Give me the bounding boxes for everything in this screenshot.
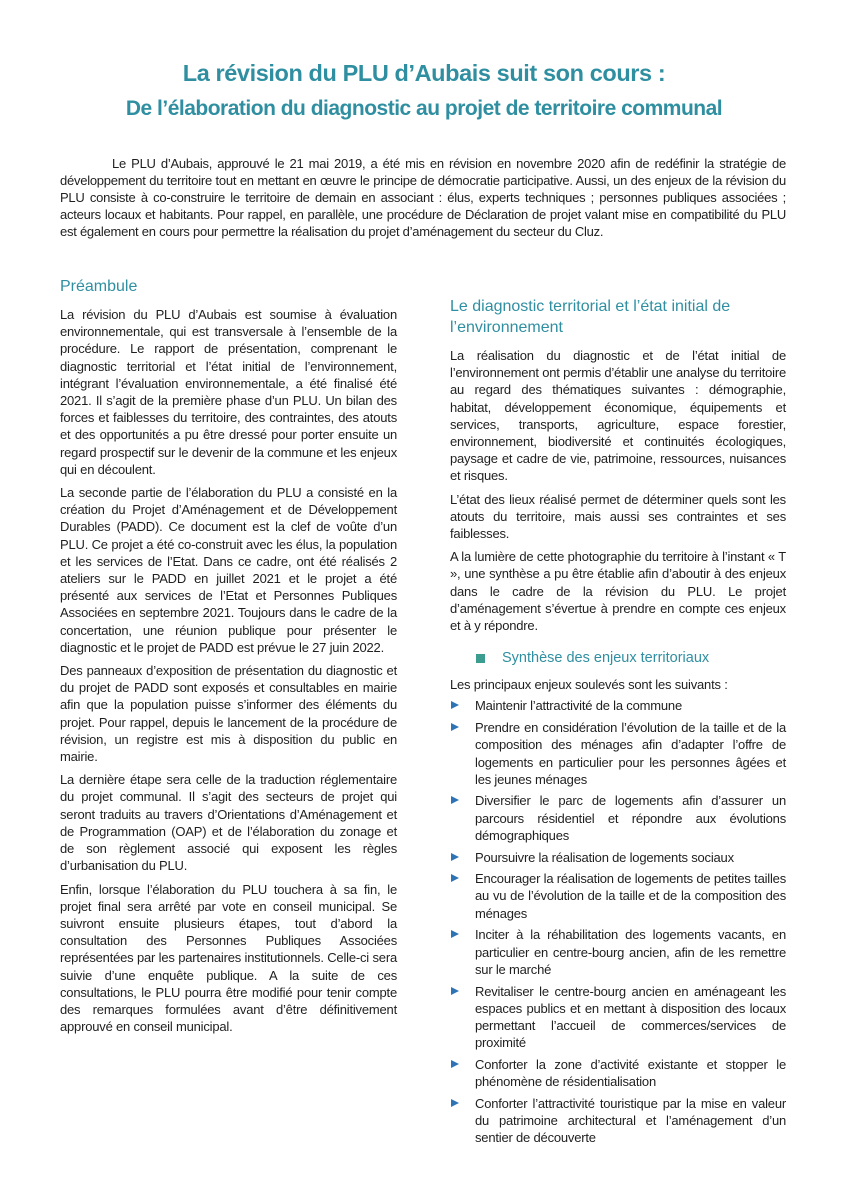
left-column <box>60 276 397 1041</box>
list-item-text: Poursuivre la réalisation de logements sociaux <box>475 849 734 865</box>
list-item-text: Inciter à la réhabilitation des logements vacants, en particulier en centre-bourg ancien, afin de les remettre sur le marché <box>475 927 786 977</box>
arrow-bullet-icon <box>451 930 459 938</box>
preambule-paragraph: La révision du PLU d’Aubais est soumise à évaluation environnementale, qui est transversale à l’ensemble de la procédure. Le rapport de présentation, comprenant le diagnostic territorial et l’état initial de l’environnement, intégrant l’évaluation environnementale, a été finalisé été 2021. Il s’agit de la première phase d’un PLU. Un bilan des forces et faiblesses du territoire, des contraintes, des atouts et des opportunités a pu être dressé pour porter ensuite un regard prospectif sur le devenir de la commune et les enjeux qui en découlent. <box>60 307 397 477</box>
list-item <box>450 870 786 922</box>
list-intro: Les principaux enjeux soulevés sont les suivants : <box>450 677 728 693</box>
arrow-bullet-icon <box>451 723 459 731</box>
preambule-paragraph: La seconde partie de l’élaboration du PLU a consisté en la création du Projet d’Aménagement et de Développement Durables (PADD). Ce document est la clef de voûte d’un PLU. Ce projet a été co-construit avec les élus, la population et les services de l’Etat. Dans ce cadre, ont été réalisés 2 ateliers sur le PADD en juillet 2021 et le projet a été présenté aux services de l’Etat et Personnes Publiques Associées en septembre 2021. Toujours dans le cadre de la concertation, une réunion publique pour présenter le diagnostic et le projet de PADD est prévue le 27 juin 2022. <box>60 485 397 655</box>
intro-text: Le PLU d’Aubais, approuvé le 21 mai 2019, a été mis en révision en novembre 2020 afin de redéfinir la stratégie de développement du territoire tout en mettant en œuvre le principe de démocratie participative. Aussi, un des enjeux de la révision du PLU consiste à co-construire le territoire de demain en associant : élus, experts techniques ; personnes publiques associées ; acteurs locaux et habitants. Pour rappel, en parallèle, une procédure de Déclaration de projet valant mise en compatibilité du PLU est également en cours pour permettre la réalisation du projet d’aménagement du secteur du Cluz. <box>60 156 786 239</box>
list-item <box>450 1056 786 1090</box>
preambule-paragraph: La dernière étape sera celle de la traduction réglementaire du projet communal. Il s’agit des secteurs de projet qui seront traduits au travers d’Orientations d’Aménagement et de Programmation (OAP) et de l’élaboration du zonage et de son règlement associé qui exposent les règles d’urbanisation du PLU. <box>60 772 397 874</box>
list-item-text: Encourager la réalisation de logements de petites tailles au vu de l’évolution de la taille et de la composition des ménages <box>475 871 786 921</box>
page-title: La révision du PLU d’Aubais suit son cours : <box>182 60 666 86</box>
diagnostic-paragraph: A la lumière de cette photographie du territoire à l’instant « T », une synthèse a pu être établie afin d’aboutir à des enjeux dans le cadre de la révision du PLU. Le projet d’aménagement s’évertue à prendre en compte ces enjeux et à y répondre. <box>450 549 786 634</box>
list-item-text: Maintenir l’attractivité de la commune <box>475 698 682 714</box>
list-item-text: Conforter la zone d’activité existante et stopper le phénomène de résidentialisation <box>475 1056 786 1090</box>
diagnostic-paragraph: La réalisation du diagnostic et de l’état initial de l’environnement ont permis d’établir une analyse du territoire au regard des thématiques suivantes : démographie, habitat, développement économique, équipements et services, transports, agriculture, espace forestier, environnement, biodiversité et continuités écologiques, paysage et cadre de vie, patrimoine, ressources, nuisances et risques. <box>450 348 786 484</box>
list-item <box>450 926 786 978</box>
arrow-bullet-icon <box>451 1060 459 1068</box>
list-item-text: Revitaliser le centre-bourg ancien en aménageant les espaces publics et en mettant à disposition des locaux permettant l’accueil de commerces/services de proximité <box>475 983 786 1051</box>
list-item <box>450 1095 786 1147</box>
section-heading-preambule: Préambule <box>60 278 138 295</box>
diagnostic-paragraph: L’état des lieux réalisé permet de déterminer quels sont les atouts du territoire, mais aussi ses contraintes et ses faiblesses. <box>450 491 786 542</box>
arrow-bullet-icon <box>451 1099 459 1107</box>
right-column <box>450 296 786 1151</box>
subheading-synthese <box>450 650 786 666</box>
enjeux-list <box>450 697 786 1146</box>
preambule-paragraph: Enfin, lorsque l’élaboration du PLU touchera à sa fin, le projet final sera arrêté par vote en conseil municipal. Se suivront ensuite plusieurs étapes, tout d’abord la consultation des Personnes Publiques Associées représentées par les partenaires institutionnels. Celle-ci sera suivie d’une enquête publique. A la suite de ces consultations, le PLU pourra être modifié pour tenir compte des remarques formulées avant d’être définitivement approuvé en conseil municipal. <box>60 881 397 1035</box>
arrow-bullet-icon <box>451 874 459 882</box>
subheading-label: Synthèse des enjeux territoriaux <box>502 650 710 667</box>
section-heading-diagnostic: Le diagnostic territorial et l’état initial de l’environnement <box>450 298 731 336</box>
list-item <box>450 983 786 1052</box>
arrow-bullet-icon <box>451 796 459 804</box>
square-bullet-icon <box>476 654 485 663</box>
intro-paragraph <box>60 155 786 240</box>
arrow-bullet-icon <box>451 987 459 995</box>
list-item-text: Prendre en considération l’évolution de la taille et de la composition des ménages afin d’adapter l’offre de logements en particulier pour les personnes âgées et les jeunes ménages <box>475 720 786 787</box>
page-subtitle: De l’élaboration du diagnostic au projet de territoire communal <box>125 97 723 120</box>
list-item <box>450 697 786 714</box>
arrow-bullet-icon <box>451 853 459 861</box>
list-item <box>450 719 786 788</box>
list-item <box>450 849 786 866</box>
list-item <box>450 792 786 844</box>
preambule-paragraph: Des panneaux d’exposition de présentation du diagnostic et du projet de PADD sont exposés et consultables en mairie afin que la population puisse s’informer des éléments du projet. Pour rappel, depuis le lancement de la procédure de révision, un registre est mis à disposition du public en mairie. <box>60 663 397 765</box>
arrow-bullet-icon <box>451 701 459 709</box>
list-item-text: Conforter l’attractivité touristique par la mise en valeur du patrimoine architectural et l’aménagement d’un sentier de découverte <box>475 1095 786 1146</box>
list-item-text: Diversifier le parc de logements afin d’assurer un parcours résidentiel et répondre aux évolutions démographiques <box>475 793 786 843</box>
